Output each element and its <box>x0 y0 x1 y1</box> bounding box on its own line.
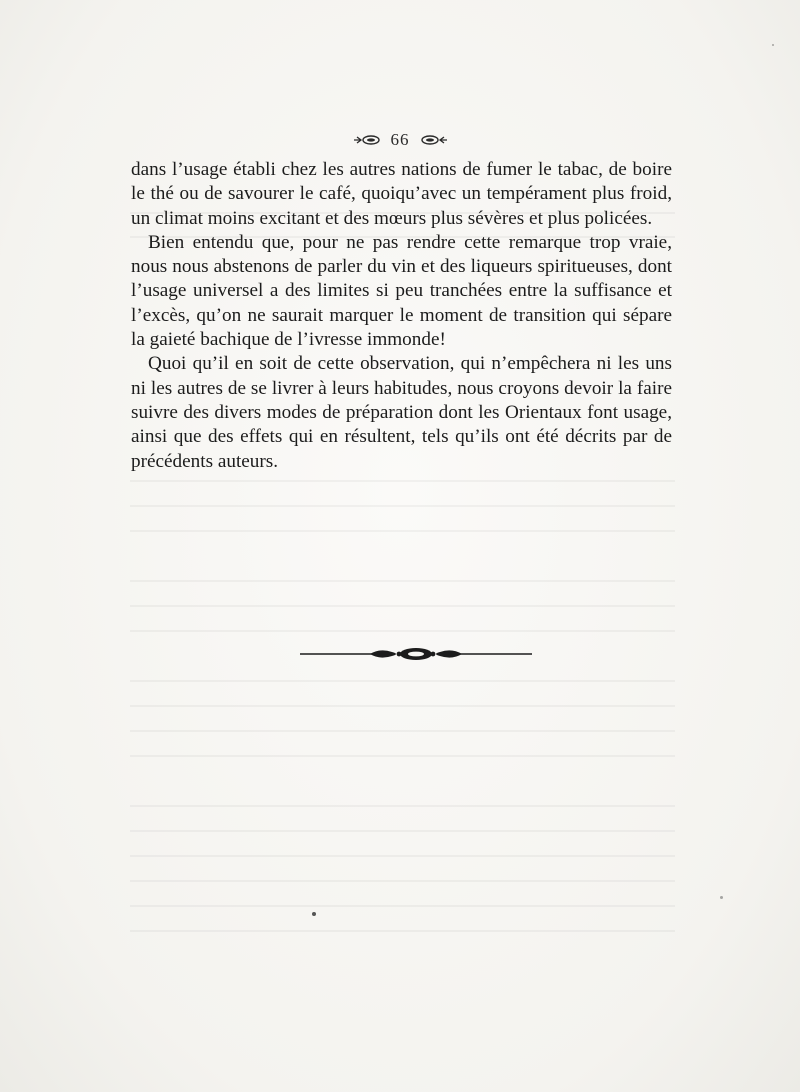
show-through-line <box>130 755 675 757</box>
show-through-line <box>130 905 675 907</box>
paragraph: dans l’usage établi chez les autres nations de fumer le tabac, de boire le thé ou de savourer le café, quoiqu’avec un tempérament plus froid, un climat moins excitant et des mœurs plus sévères et plus policées. <box>131 159 672 229</box>
page-number: 66 <box>390 130 410 149</box>
show-through-line <box>130 630 675 632</box>
paper-speck <box>720 896 723 899</box>
show-through-line <box>130 680 675 682</box>
page-header <box>0 126 800 154</box>
show-through-line <box>130 930 675 932</box>
end-of-section-divider-icon <box>300 644 532 664</box>
show-through-line <box>130 880 675 882</box>
header-flourish-icon <box>420 134 448 146</box>
show-through-line <box>130 805 675 807</box>
show-through-line <box>130 580 675 582</box>
show-through-line <box>130 730 675 732</box>
show-through-line <box>130 855 675 857</box>
body-text <box>131 158 672 474</box>
show-through-line <box>130 705 675 707</box>
show-through-line <box>130 505 675 507</box>
show-through-line <box>130 530 675 532</box>
show-through-line <box>130 830 675 832</box>
paragraph: Quoi qu’il en soit de cette observation, qui n’empêchera ni les uns ni les autres de se livrer à leurs habitudes, nous croyons devoir la faire suivre des divers modes de préparation dont les Orientaux font usage, ainsi que des effets qui en résultent, tels qu’ils ont été décrits par de précédents auteurs. <box>131 353 672 472</box>
show-through-line <box>130 480 675 482</box>
paper-speck <box>312 912 316 916</box>
paragraph: Bien entendu que, pour ne pas rendre cette remarque trop vraie, nous nous abstenons de parler du vin et des liqueurs spiritueuses, dont l’usage universel a des limites si peu tranchées entre la suffisance et l’excès, qu’on ne saurait marquer le moment de transition qui sépare la gaieté bachique de l’ivresse immonde! <box>131 231 672 351</box>
paper-speck <box>772 44 774 46</box>
show-through-line <box>130 605 675 607</box>
header-flourish-icon <box>353 134 381 146</box>
